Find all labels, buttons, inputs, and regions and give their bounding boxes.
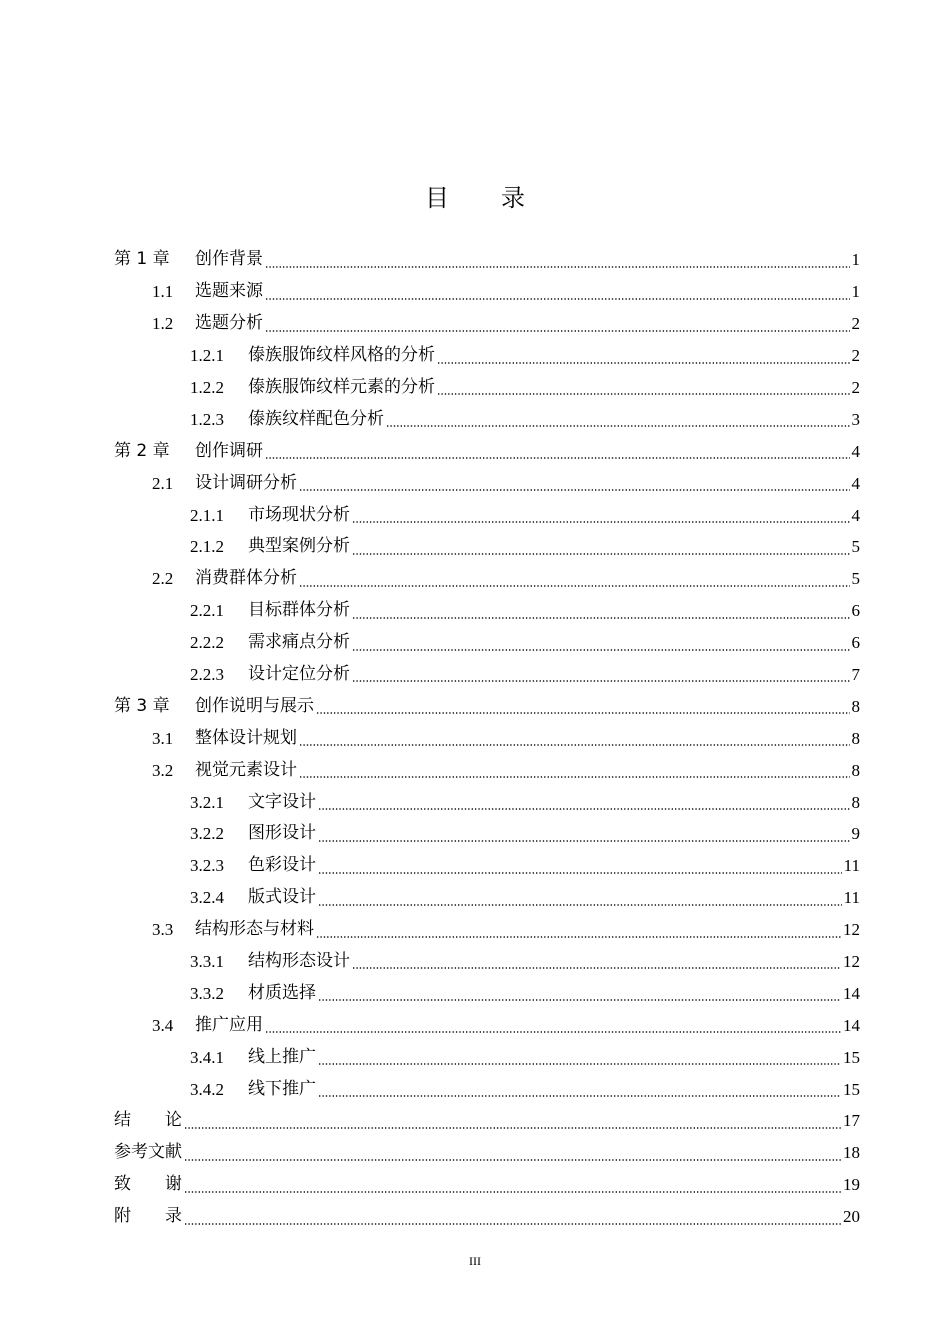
toc-entry[interactable] <box>114 563 860 595</box>
toc-entry-number: 3.2.4 <box>190 888 224 908</box>
toc-entry-title: 需求痛点分析 <box>248 632 350 653</box>
toc-dot-leader <box>437 393 850 395</box>
toc-dot-leader <box>352 649 850 651</box>
toc-entry[interactable] <box>114 1009 860 1041</box>
toc-dot-leader <box>299 776 850 778</box>
toc-entry-number: 3.4.1 <box>190 1047 224 1067</box>
toc-entry[interactable] <box>114 372 860 404</box>
toc-entry-title: 色彩设计 <box>248 855 316 876</box>
toc-entry-title: 目标群体分析 <box>248 600 350 621</box>
toc-entry-number: 3.2.3 <box>190 856 224 876</box>
toc-entry-page: 6 <box>851 633 860 653</box>
toc-dot-leader <box>318 1063 841 1065</box>
toc-entry[interactable] <box>114 977 860 1009</box>
toc-entry-number: 1.1 <box>152 282 174 302</box>
toc-entry[interactable] <box>114 308 860 340</box>
toc-dot-leader <box>437 362 850 364</box>
toc-entry-title: 参考文献 <box>114 1142 182 1163</box>
toc-entry-number: 1.2.2 <box>190 378 224 397</box>
toc-entry-number: 1.2 <box>152 314 174 334</box>
toc-dot-leader <box>299 744 850 746</box>
toc-entry-page: 11 <box>843 888 860 908</box>
toc-entry-title: 推广应用 <box>195 1014 263 1035</box>
toc-entry-page: 12 <box>843 952 860 972</box>
toc-entry[interactable] <box>114 276 860 308</box>
toc-entry-number: 3.3 <box>152 920 174 940</box>
toc-entry-title: 创作背景 <box>195 249 263 270</box>
toc-entry-page: 15 <box>843 1047 860 1067</box>
toc-entry-title: 线上推广 <box>248 1046 316 1067</box>
toc-entry-title: 结构形态设计 <box>248 951 350 972</box>
toc-entry-title: 图形设计 <box>248 823 316 844</box>
toc-entry[interactable] <box>114 1137 860 1169</box>
toc-entry-page: 6 <box>851 601 860 621</box>
toc-entry-number: 2.2 <box>152 569 174 589</box>
toc-entry[interactable] <box>114 786 860 818</box>
toc-dot-leader <box>184 1191 841 1193</box>
toc-entry-page: 11 <box>843 856 860 876</box>
toc-dot-leader <box>299 585 850 587</box>
toc-entry[interactable] <box>114 1073 860 1105</box>
toc-entry-number: 2.2.1 <box>190 601 224 621</box>
toc-entry[interactable] <box>114 1201 860 1233</box>
title-char-2: 录 <box>501 184 525 212</box>
toc-entry[interactable] <box>114 850 860 882</box>
toc-entry[interactable] <box>114 659 860 691</box>
toc-dot-leader <box>352 617 850 619</box>
toc-dot-leader <box>318 999 841 1001</box>
toc-entry-page: 9 <box>851 824 860 844</box>
toc-entry-number: 3.2.2 <box>190 824 224 844</box>
toc-entry-title: 版式设计 <box>248 887 316 908</box>
toc-entry[interactable] <box>114 435 860 467</box>
toc-entry[interactable] <box>114 627 860 659</box>
toc-dot-leader <box>184 1127 841 1129</box>
toc-entry-title: 结构形态与材料 <box>195 919 314 940</box>
toc-dot-leader <box>352 680 850 682</box>
toc-dot-leader <box>386 425 850 427</box>
toc-entry-page: 15 <box>843 1079 860 1099</box>
toc-entry-number: 2.1.1 <box>190 505 224 525</box>
page-title <box>0 178 950 213</box>
toc-dot-leader <box>352 967 841 969</box>
toc-entry-number: 1.2.3 <box>190 409 224 429</box>
toc-entry-page: 8 <box>851 728 860 748</box>
toc-entry-title: 消费群体分析 <box>195 568 297 589</box>
toc-entry[interactable] <box>114 1169 860 1201</box>
toc-entry-title: 选题来源 <box>195 281 263 302</box>
toc-entry-title: 选题分析 <box>195 313 263 334</box>
toc-entry-title: 材质选择 <box>248 982 316 1003</box>
table-of-contents <box>114 244 860 1233</box>
toc-dot-leader <box>265 298 850 300</box>
toc-entry-title: 设计定位分析 <box>248 664 350 685</box>
toc-entry-page: 2 <box>851 346 860 366</box>
toc-entry-number: 第 2 章 <box>114 440 170 461</box>
toc-entry-page: 8 <box>851 696 860 716</box>
toc-entry-page: 5 <box>851 537 860 557</box>
toc-entry-title: 设计调研分析 <box>195 472 297 493</box>
toc-entry-title: 附 录 <box>114 1206 182 1227</box>
toc-entry-page: 5 <box>851 569 860 589</box>
toc-entry[interactable] <box>114 467 860 499</box>
toc-dot-leader <box>299 489 850 491</box>
toc-entry-number: 1.2.1 <box>190 346 224 366</box>
toc-entry[interactable] <box>114 499 860 531</box>
toc-entry-page: 1 <box>851 282 860 302</box>
toc-entry-page: 8 <box>851 760 860 780</box>
toc-entry-page: 4 <box>851 473 860 493</box>
toc-entry-number: 2.2.2 <box>190 633 224 653</box>
toc-entry-title: 傣族服饰纹样元素的分析 <box>248 377 435 397</box>
toc-dot-leader <box>318 904 842 906</box>
toc-entry-page: 20 <box>843 1207 860 1227</box>
toc-entry[interactable] <box>114 914 860 946</box>
toc-entry-page: 14 <box>843 1015 860 1035</box>
toc-entry-number: 3.4.2 <box>190 1079 224 1099</box>
toc-entry-number: 3.2 <box>152 760 174 780</box>
toc-entry-title: 结 论 <box>114 1110 182 1131</box>
toc-entry-page: 18 <box>843 1143 860 1163</box>
toc-entry-number: 3.3.2 <box>190 983 224 1003</box>
toc-entry-title: 创作说明与展示 <box>195 695 314 716</box>
toc-entry-title: 线下推广 <box>248 1078 316 1099</box>
toc-dot-leader <box>265 330 850 332</box>
toc-entry[interactable] <box>114 882 860 914</box>
toc-entry[interactable] <box>114 403 860 435</box>
title-char-1: 目 <box>425 184 449 212</box>
toc-dot-leader <box>265 1031 841 1033</box>
toc-entry-page: 12 <box>843 920 860 940</box>
toc-entry-number: 2.2.3 <box>190 665 224 685</box>
toc-dot-leader <box>352 553 850 555</box>
toc-entry[interactable] <box>114 946 860 978</box>
toc-entry-title: 创作调研 <box>195 440 263 461</box>
toc-entry-title: 整体设计规划 <box>195 727 297 748</box>
toc-entry-page: 4 <box>851 505 860 525</box>
toc-dot-leader <box>265 457 850 459</box>
toc-entry-number: 2.1.2 <box>190 537 224 557</box>
toc-dot-leader <box>184 1223 841 1225</box>
toc-entry[interactable] <box>114 818 860 850</box>
toc-dot-leader <box>265 266 850 268</box>
toc-entry-page: 17 <box>843 1111 860 1131</box>
toc-entry[interactable] <box>114 722 860 754</box>
toc-entry-page: 8 <box>851 792 860 812</box>
toc-entry-number: 第 3 章 <box>114 695 170 716</box>
toc-entry[interactable] <box>114 340 860 372</box>
toc-entry-page: 4 <box>851 441 860 461</box>
toc-dot-leader <box>318 1095 841 1097</box>
toc-dot-leader <box>316 712 850 714</box>
toc-entry-number: 3.1 <box>152 728 174 748</box>
toc-dot-leader <box>184 1159 841 1161</box>
toc-entry-page: 3 <box>851 409 860 429</box>
toc-entry-title: 傣族纹样配色分析 <box>248 408 384 429</box>
toc-entry[interactable] <box>114 531 860 563</box>
toc-dot-leader <box>316 936 841 938</box>
toc-entry-page: 1 <box>851 250 860 270</box>
toc-entry[interactable] <box>114 1041 860 1073</box>
toc-dot-leader <box>318 808 850 810</box>
toc-entry-page: 2 <box>851 314 860 334</box>
toc-entry-number: 2.1 <box>152 473 174 493</box>
toc-entry[interactable] <box>114 690 860 722</box>
toc-entry[interactable] <box>114 754 860 786</box>
toc-entry-number: 第 1 章 <box>114 249 170 270</box>
toc-entry-title: 傣族服饰纹样风格的分析 <box>248 345 435 366</box>
toc-entry-page: 14 <box>843 983 860 1003</box>
toc-entry-title: 致 谢 <box>114 1174 182 1195</box>
toc-entry-number: 3.3.1 <box>190 952 224 972</box>
toc-entry[interactable] <box>114 1105 860 1137</box>
toc-entry-page: 7 <box>851 665 860 685</box>
toc-dot-leader <box>318 872 842 874</box>
page-number-footer: III <box>469 1254 481 1268</box>
toc-entry[interactable] <box>114 595 860 627</box>
toc-entry-title: 市场现状分析 <box>248 504 350 525</box>
toc-entry-page: 2 <box>851 378 860 397</box>
toc-entry-title: 视觉元素设计 <box>195 759 297 780</box>
toc-dot-leader <box>318 840 850 842</box>
toc-entry-title: 文字设计 <box>248 791 316 812</box>
toc-entry[interactable] <box>114 244 860 276</box>
toc-entry-page: 19 <box>843 1175 860 1195</box>
toc-entry-title: 典型案例分析 <box>248 536 350 557</box>
toc-dot-leader <box>352 521 850 523</box>
toc-entry-number: 3.2.1 <box>190 792 224 812</box>
toc-entry-number: 3.4 <box>152 1015 174 1035</box>
